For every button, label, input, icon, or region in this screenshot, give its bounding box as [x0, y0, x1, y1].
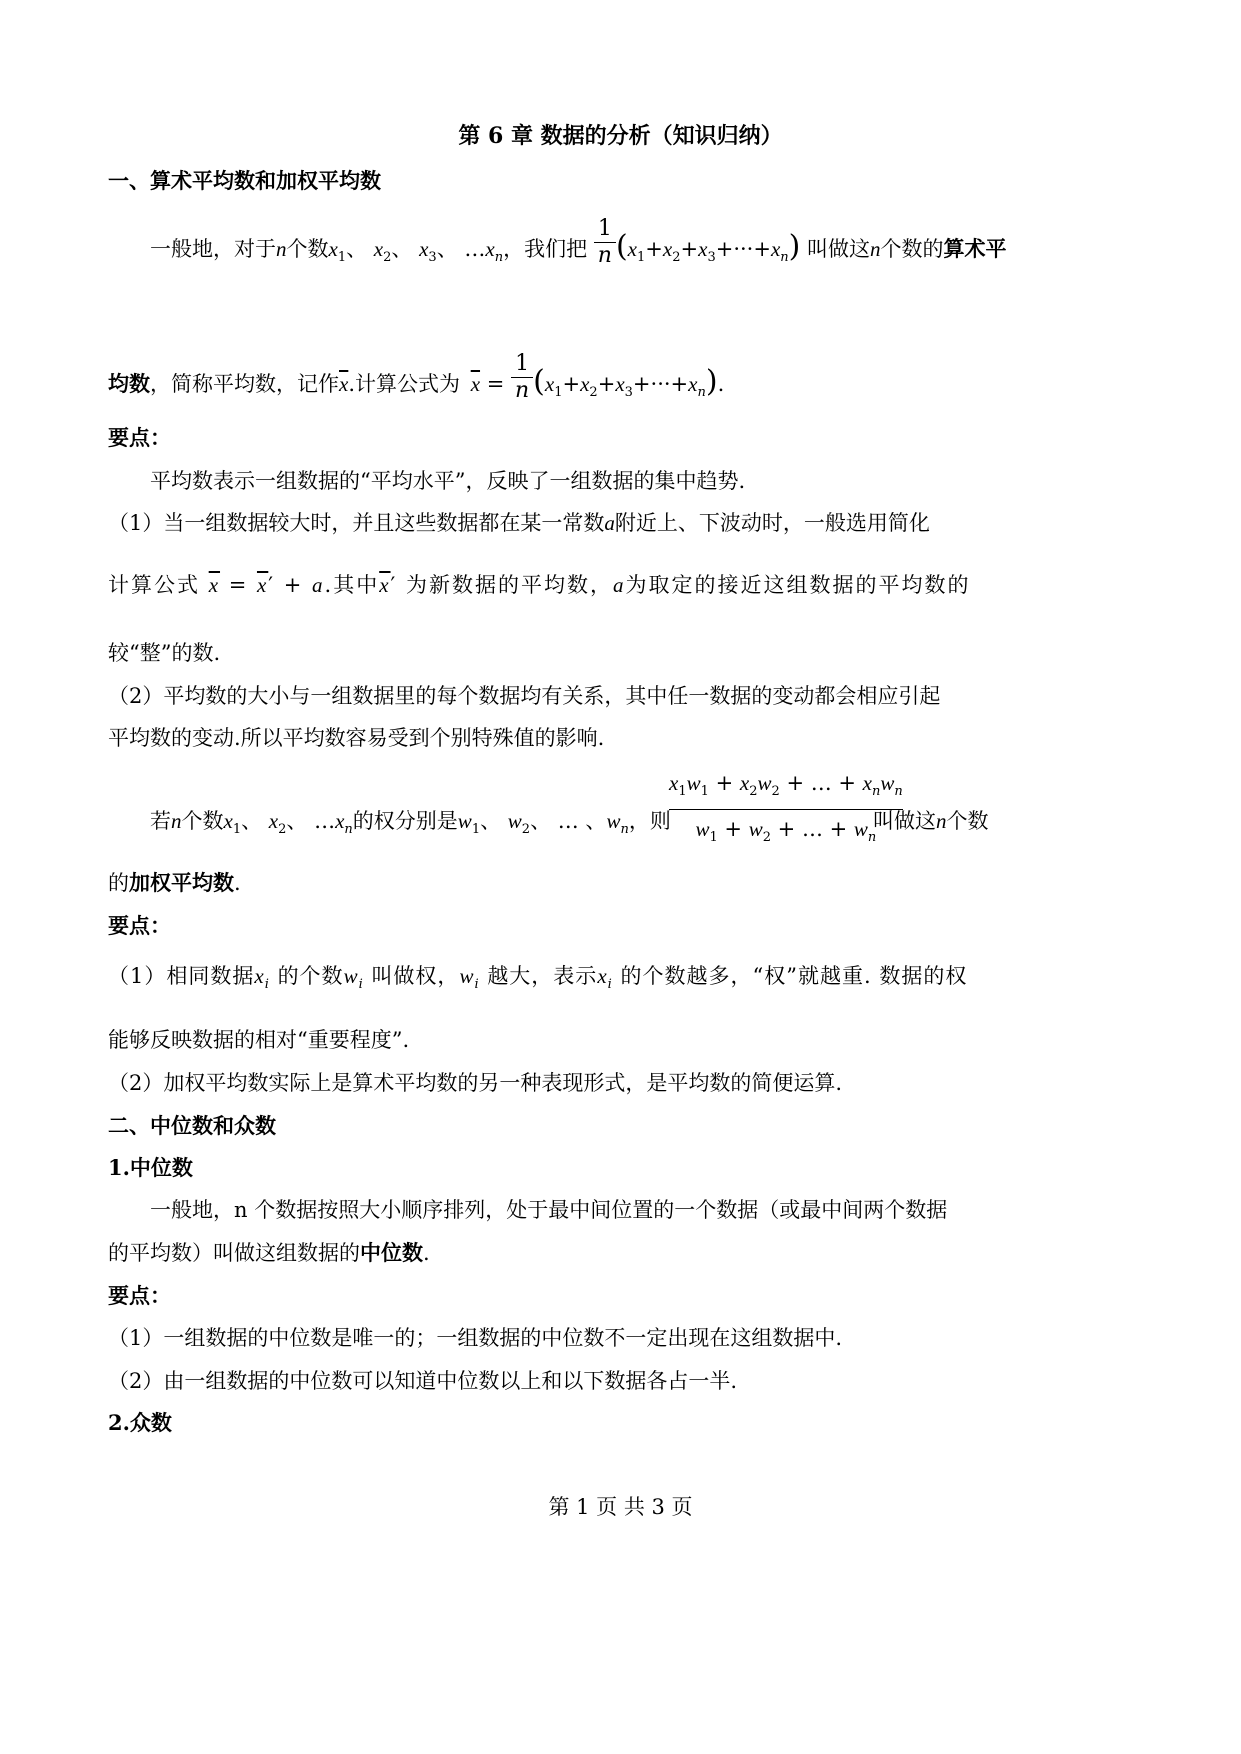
weight-point-2: （2）加权平均数实际上是算术平均数的另一种表现形式，是平均数的简便运算.	[108, 1071, 843, 1095]
page-footer: 第 1 页 共 3 页	[548, 1495, 693, 1519]
weighted-mean-line-1: 若n个数$x_1$、 $x_2$、 $\dots x_n$的权分别是$w_1$、 $w_2$、 … 、$w_n$，则	[150, 809, 671, 837]
weight-point-1-line-1: （1）相同数据$x_i$ 的个数$w_i$ 叫做权，$w_i$ 越大，表示$x_i$ 的个数越多，“权”就越重. 数据的权	[108, 964, 968, 992]
key-point-1-line-2: 计算公式 $\overline{x} = \overline{x}' + a$.其中$\overline{x}'$ 为新数据的平均数，a为取定的接近这组数据的平均数的	[108, 573, 971, 597]
section-heading-2: 二、中位数和众数	[108, 1113, 276, 1138]
weighted-mean-line-1-tail: 叫做这n个数	[873, 809, 989, 833]
median-point-1: （1）一组数据的中位数是唯一的；一组数据的中位数不一定出现在这组数据中.	[108, 1326, 843, 1350]
key-point-text: 平均数表示一组数据的“平均水平”，反映了一组数据的集中趋势.	[150, 469, 746, 493]
weighted-mean-fraction: $\frac{x_1w_1 + x_2w_2 + \dots + x_nw_n}{w_1 + w_2 + \dots + w_n}$	[669, 771, 903, 845]
arith-mean-line-2: 均数，简称平均数，记作$\overline{x}$.计算公式为 $\overline{x}$ = $\frac{1}{n}$ $(x_1+x_2+x_3+\cdot\cdot\cdot+x_n)$.	[108, 351, 725, 403]
section-heading-1: 一、算术平均数和加权平均数	[108, 168, 381, 193]
subheading-mode: 2.众数	[108, 1410, 172, 1435]
subheading-median: 1.中位数	[108, 1155, 193, 1180]
median-point-2: （2）由一组数据的中位数可以知道中位数以上和以下数据各占一半.	[108, 1369, 738, 1393]
median-def-line-2: 的平均数）叫做这组数据的中位数.	[108, 1240, 430, 1265]
key-points-label-2: 要点：	[108, 913, 171, 938]
key-point-1-line-3: 较“整”的数.	[108, 641, 221, 665]
key-point-1-line-1: （1）当一组数据较大时，并且这些数据都在某一常数a附近上、下波动时，一般选用简化	[108, 511, 930, 535]
weight-point-1-line-2: 能够反映数据的相对“重要程度”.	[108, 1028, 410, 1052]
median-def-line-1: 一般地，n 个数据按照大小顺序排列，处于最中间位置的一个数据（或最中间两个数据	[150, 1198, 948, 1222]
mean-formula-fraction-2: $\frac{1}{n}$	[511, 353, 533, 402]
page-title: 第 6 章 数据的分析（知识归纳）	[458, 123, 783, 149]
arith-mean-line-1: 一般地，对于n个数$x_1$、 $x_2$、 $x_3$、 $\dots x_n$，我们把 $\frac{1}{n}$ $(x_1+x_2+x_3+\cdot\cdot\cdot+x_n)$ 叫做这n个数的算术平	[150, 216, 1007, 268]
weighted-mean-line-2: 的加权平均数.	[108, 870, 241, 895]
key-points-label-3: 要点：	[108, 1283, 171, 1308]
key-point-2-line-1: （2）平均数的大小与一组数据里的每个数据均有关系，其中任一数据的变动都会相应引起	[108, 684, 941, 708]
key-point-2-line-2: 平均数的变动.所以平均数容易受到个别特殊值的影响.	[108, 726, 605, 750]
mean-formula-fraction: $\frac{1}{n}$	[594, 218, 616, 267]
key-points-label-1: 要点：	[108, 425, 171, 450]
